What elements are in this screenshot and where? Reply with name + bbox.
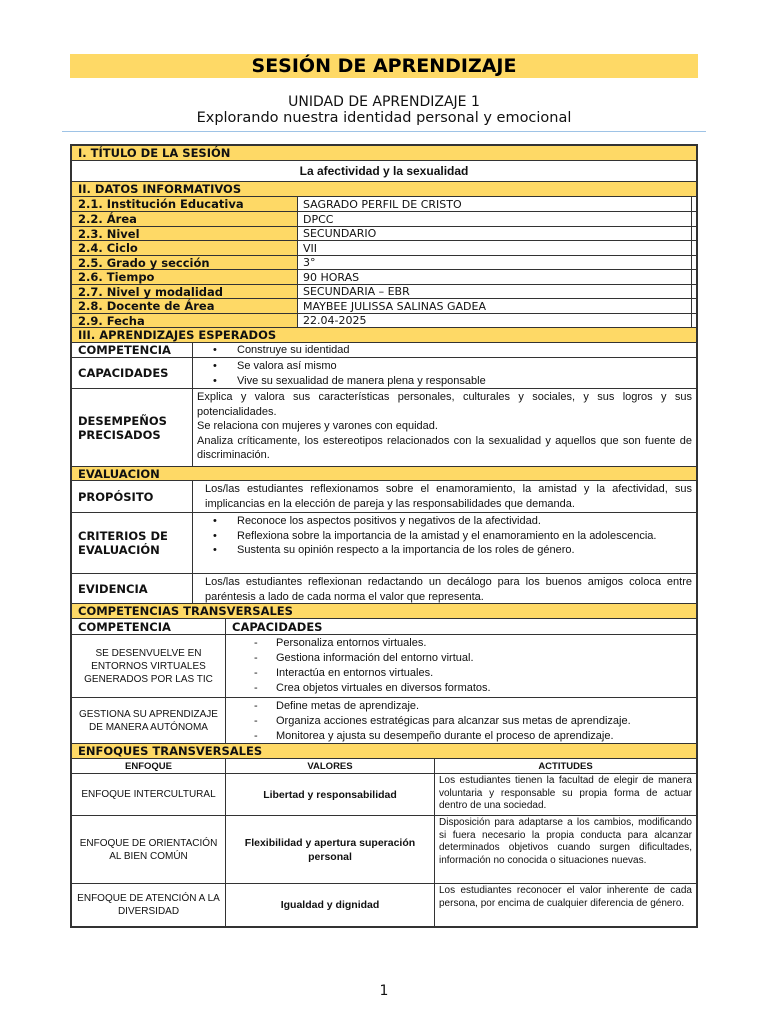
capacidad-item: • Vive su sexualidad de manera plena y responsable — [193, 374, 696, 389]
capacidad-item: - Interactúa en entornos virtuales. — [226, 666, 696, 681]
criterios-list — [193, 514, 692, 558]
col-actitudes-header: ACTITUDES — [538, 760, 593, 772]
unit-heading: UNIDAD DE APRENDIZAJE 1 — [288, 94, 480, 110]
datos-label: 2.9. Fecha — [72, 314, 298, 327]
datos-label: 2.7. Nivel y modalidad — [72, 285, 298, 298]
datos-value: MAYBEE JULISSA SALINAS GADEA — [298, 299, 692, 313]
capacidad-item: - Monitorea y ajusta su desempeño durante el proceso de aprendizaje. — [226, 729, 696, 744]
session-table — [70, 144, 698, 928]
datos-label: 2.4. Ciclo — [72, 241, 298, 255]
desempenos-text — [193, 390, 692, 463]
enfoque-name — [72, 884, 226, 926]
transversal-competencia — [72, 635, 226, 697]
proposito-text: Los/las estudiantes reflexionamos sobre el enamoramiento, la amistad y la afectividad, sus implicancias en la elección de pareja y las responsabilidades que demanda. — [205, 483, 692, 510]
criterios-label-line: EVALUACIÓN — [78, 543, 160, 557]
section-transversales-heading: COMPETENCIAS TRANSVERSALES — [72, 604, 696, 619]
criterio-item: • Sustenta su opinión respecto a la importancia de los roles de género. — [193, 543, 692, 558]
datos-row — [72, 197, 696, 212]
enfoque-line: DIVERSIDAD — [117, 906, 180, 917]
competencia-line: ENTORNOS VIRTUALES — [91, 660, 206, 672]
transversal-row — [72, 635, 696, 698]
desempeno-paragraph: Explica y valora sus características personales, culturales y sociales, y sus logros y sus potencialidades. — [197, 391, 692, 418]
capacidad-item: - Gestiona información del entorno virtual. — [226, 651, 696, 666]
enfoque-row — [72, 774, 696, 816]
criterio-item: • Reconoce los aspectos positivos y negativos de la afectividad. — [193, 514, 692, 529]
competencia-line: SE DESENVUELVE EN — [95, 647, 202, 659]
criterios-row — [72, 513, 696, 574]
header-divider — [62, 131, 706, 132]
enfoque-row — [72, 816, 696, 884]
competencia-label: COMPETENCIA — [72, 343, 193, 357]
desempenos-row — [72, 389, 696, 467]
proposito-label: PROPÓSITO — [72, 481, 193, 512]
session-title-value: La afectividad y la sexualidad — [72, 161, 696, 182]
competencia-item: • Construye su identidad — [193, 343, 696, 358]
enfoque-valores: Igualdad y dignidad — [226, 884, 435, 926]
transversales-header-row — [72, 619, 696, 635]
desempeno-paragraph: Se relaciona con mujeres y varones con equidad. — [197, 420, 438, 433]
enfoque-line: ENFOQUE DE ORIENTACIÓN — [79, 837, 218, 849]
col-enfoque-header: ENFOQUE — [72, 759, 226, 773]
competencia-line: GENERADOS POR LAS TIC — [84, 673, 213, 685]
datos-row — [72, 314, 696, 328]
col-valores-header: VALORES — [226, 759, 435, 773]
datos-row — [72, 299, 696, 314]
desempenos-label — [72, 389, 193, 466]
datos-value: SECUNDARIA – EBR — [298, 285, 692, 298]
proposito-row — [72, 481, 696, 513]
criterios-label-line: CRITERIOS DE — [78, 529, 168, 543]
transversal-competencia — [72, 698, 226, 743]
datos-row — [72, 212, 696, 227]
col-capacidades-header: CAPACIDADES — [232, 619, 323, 634]
capacidades-label: CAPACIDADES — [72, 358, 193, 388]
transversal-row — [72, 698, 696, 744]
evidencia-text: Los/las estudiantes reflexionan redactando un decálogo para los buenos amigos coloca entre paréntesis a lado de cada norma el valor que representa. — [205, 576, 692, 603]
datos-row — [72, 285, 696, 299]
enfoque-line: ENFOQUE INTERCULTURAL — [81, 789, 216, 800]
enfoque-actitudes: Disposición para adaptarse a los cambios, modificando si fuera necesario la propia conducta para alcanzar determinados objetivos cuando surgen dificultades, información no conocida o situaciones nuevas. — [439, 817, 692, 867]
enfoques-header-row — [72, 759, 696, 774]
datos-label: 2.3. Nivel — [72, 227, 298, 240]
col-competencia-header: COMPETENCIA — [72, 619, 226, 634]
enfoque-name — [72, 774, 226, 815]
datos-label: 2.5. Grado y sección — [72, 256, 298, 269]
enfoque-line: AL BIEN COMÚN — [109, 850, 188, 862]
page-number: 1 — [379, 983, 389, 999]
datos-value: 22.04-2025 — [298, 314, 692, 327]
competencia-line: DE MANERA AUTÓNOMA — [89, 721, 208, 733]
datos-value: DPCC — [298, 212, 692, 226]
datos-value: SECUNDARIO — [298, 227, 692, 240]
transversal-capacidades-list — [226, 636, 696, 696]
datos-value: SAGRADO PERFIL DE CRISTO — [298, 197, 692, 211]
capacidad-item: - Crea objetos virtuales en diversos formatos. — [226, 681, 696, 696]
desempenos-label-line: PRECISADOS — [78, 427, 161, 442]
section-titulo-heading: I. TÍTULO DE LA SESIÓN — [72, 146, 696, 161]
datos-row — [72, 241, 696, 256]
datos-value: 90 HORAS — [298, 270, 692, 284]
transversal-capacidades-list — [226, 699, 696, 744]
evidencia-label: EVIDENCIA — [72, 574, 193, 603]
evidencia-row — [72, 574, 696, 604]
document-title: SESIÓN DE APRENDIZAJE — [70, 54, 698, 78]
datos-label: 2.2. Área — [72, 212, 298, 226]
capacidad-item: - Personaliza entornos virtuales. — [226, 636, 696, 651]
enfoque-actitudes: Los estudiantes reconocer el valor inherente de cada persona, por encima de cualquier diferencia de género. — [439, 885, 692, 909]
datos-row — [72, 227, 696, 241]
capacidad-item: • Se valora así mismo — [193, 359, 696, 374]
enfoque-name — [72, 816, 226, 883]
datos-label: 2.1. Institución Educativa — [72, 197, 298, 211]
capacidades-list — [193, 359, 696, 388]
section-evaluacion-heading: EVALUACION — [72, 467, 696, 481]
enfoque-valores: Libertad y responsabilidad — [226, 774, 435, 815]
enfoque-actitudes: Los estudiantes tienen la facultad de elegir de manera voluntaria y responsable su propia forma de actuar dentro de una sociedad. — [439, 775, 692, 812]
desempeno-paragraph: Analiza críticamente, los estereotipos relacionados con la sexualidad y aquellos que son fuente de discriminación. — [197, 434, 692, 462]
datos-value: VII — [298, 241, 692, 255]
unit-subtitle: Explorando nuestra identidad personal y emocional — [196, 110, 572, 126]
enfoque-line: ENFOQUE DE ATENCIÓN A LA — [77, 893, 220, 904]
datos-row — [72, 256, 696, 270]
competencia-line: GESTIONA SU APRENDIZAJE — [79, 708, 218, 720]
capacidad-item: - Define metas de aprendizaje. — [226, 699, 696, 714]
enfoque-row — [72, 884, 696, 926]
desempenos-label-line: DESEMPEÑOS — [78, 413, 167, 428]
section-enfoques-heading: ENFOQUES TRANSVERSALES — [72, 744, 696, 759]
capacidades-row — [72, 358, 696, 389]
enfoque-valores: Flexibilidad y apertura superación personal — [226, 816, 435, 883]
datos-value: 3° — [298, 256, 692, 269]
section-aprendizajes-heading: III. APRENDIZAJES ESPERADOS — [72, 328, 696, 343]
competencia-list — [193, 343, 696, 358]
datos-label: 2.6. Tiempo — [72, 270, 298, 284]
capacidad-item: - Organiza acciones estratégicas para alcanzar sus metas de aprendizaje. — [226, 714, 696, 729]
datos-label: 2.8. Docente de Área — [72, 299, 298, 313]
criterios-label — [72, 513, 193, 573]
competencia-row — [72, 343, 696, 358]
datos-row — [72, 270, 696, 285]
criterio-item: • Reflexiona sobre la importancia de la amistad y el enamoramiento en la adolescencia. — [193, 529, 692, 544]
section-datos-heading: II. DATOS INFORMATIVOS — [72, 182, 696, 197]
